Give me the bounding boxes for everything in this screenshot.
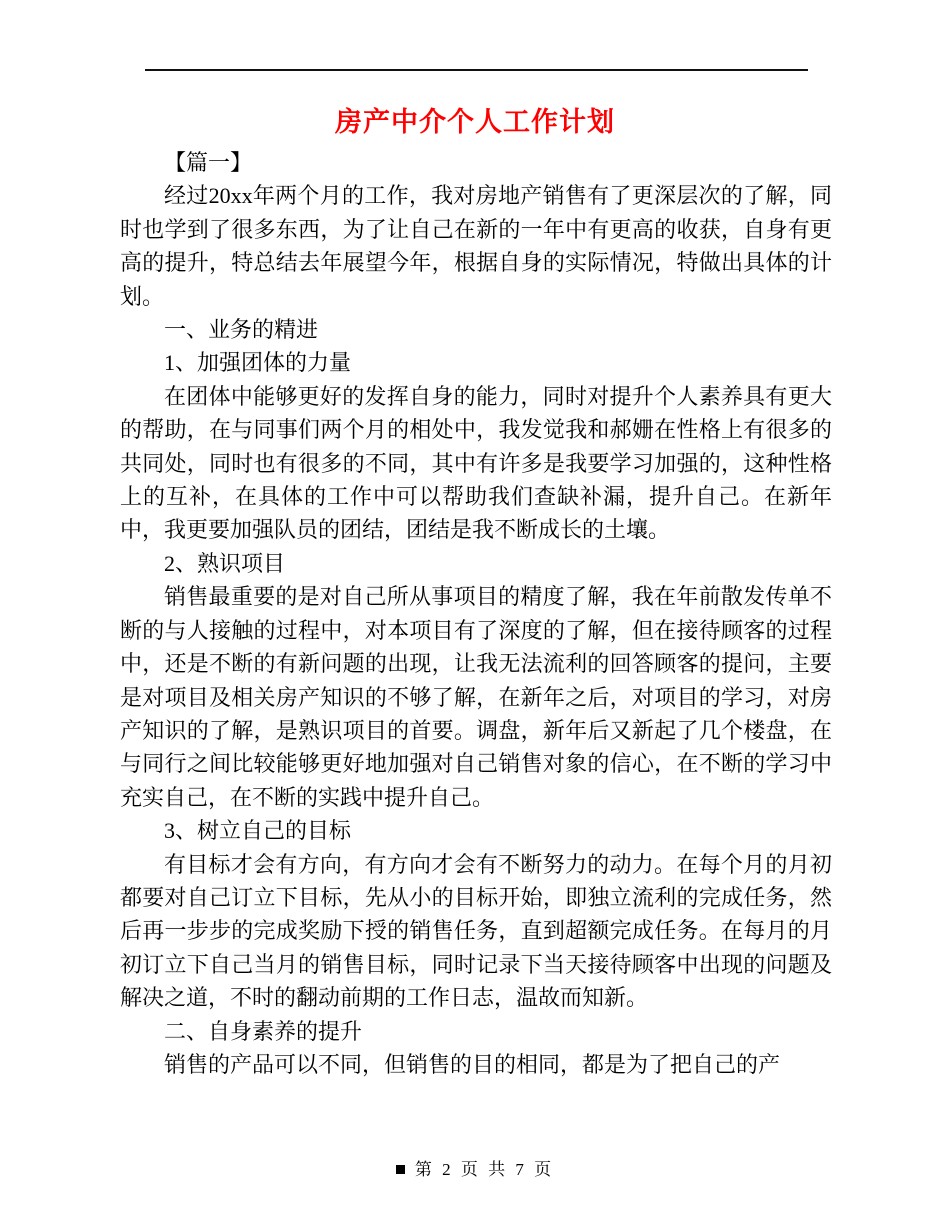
footer-square-icon bbox=[396, 1165, 405, 1174]
document-title: 房产中介个人工作计划 bbox=[335, 107, 615, 137]
section-heading: 一、业务的精进 bbox=[164, 317, 319, 343]
document-body bbox=[120, 146, 832, 1081]
paragraph: 销售的产品可以不同，但销售的目的相同，都是为了把自己的产 bbox=[164, 1051, 781, 1077]
subsection-heading: 1、加强团体的力量 bbox=[164, 350, 352, 376]
paragraph: 经过20xx年两个月的工作，我对房地产销售有了更深层次的了解，同时也学到了很多东西，为了让自己在新的一年中有更高的收获，自身有更高的提升，特总结去年展望今年，根据自身的实际情况，特做出具体的计划。 bbox=[120, 183, 832, 309]
paragraph: 销售最重要的是对自己所从事项目的精度了解，我在年前散发传单不断的与人接触的过程中，对本项目有了深度的了解，但在接待顾客的过程中，还是不断的有新问题的出现，让我无法流利的回答顾客的提问，主要是对项目及相关房产知识的不够了解，在新年之后，对项目的学习，对房产知识的了解，是熟识项目的首要。调盘，新年后又新起了几个楼盘，在与同行之间比较能够更好地加强对自己销售对象的信心，在不断的学习中充实自己，在不断的实践中提升自己。 bbox=[120, 584, 832, 810]
section-label: 【篇一】 bbox=[164, 150, 253, 175]
subsection-heading: 3、树立自己的目标 bbox=[164, 818, 352, 844]
page-number-indicator: 第 2 页 共 7 页 bbox=[414, 1160, 555, 1179]
paragraph: 在团体中能够更好的发挥自身的能力，同时对提升个人素养具有更大的帮助，在与同事们两个月的相处中，我发觉我和郝姗在性格上有很多的共同处，同时也有很多的不同，其中有许多是我要学习加强的，这种性格上的互补，在具体的工作中可以帮助我们查缺补漏，提升自己。在新年中，我更要加强队员的团结，团结是我不断成长的土壤。 bbox=[120, 383, 832, 543]
paragraph: 有目标才会有方向，有方向才会有不断努力的动力。在每个月的月初都要对自己订立下目标，先从小的目标开始，即独立流利的完成任务，然后再一步步的完成奖励下授的销售任务，直到超额完成任务。在每月的月初订立下自己当月的销售目标，同时记录下当天接待顾客中出现的问题及解决之道，不时的翻动前期的工作日志，温故而知新。 bbox=[120, 851, 832, 1011]
subsection-heading: 2、熟识项目 bbox=[164, 550, 286, 576]
section-heading: 二、自身素养的提升 bbox=[164, 1018, 363, 1044]
page-footer bbox=[0, 1155, 950, 1180]
header-divider bbox=[145, 69, 808, 71]
